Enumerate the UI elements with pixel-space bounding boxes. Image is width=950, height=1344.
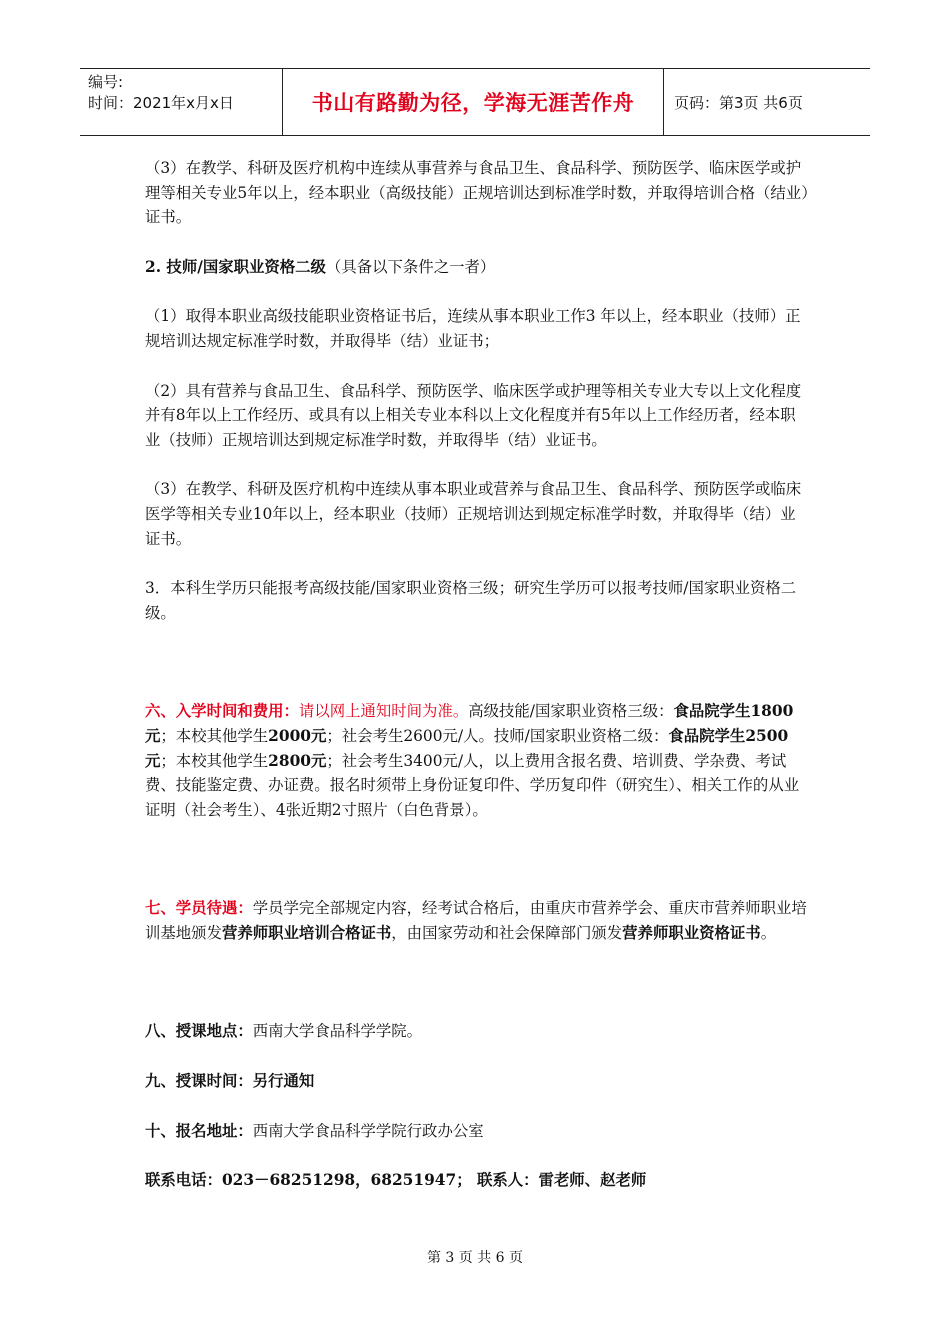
header-motto: 书山有路勤为径，学海无涯苦作舟 — [283, 69, 664, 135]
section-6-fees — [145, 699, 810, 822]
date-label: 时间：2021年x月x日 — [88, 94, 234, 112]
contact-info: 联系电话：023－68251298，68251947； 联系人：雷老师、赵老师 — [145, 1171, 647, 1190]
section-8-location — [145, 1019, 810, 1044]
section-7-text-1: 学员学完全部规定内容，经考试合格后，由重庆市营养学会、重庆市营养师职业培训基地颁发 — [145, 899, 807, 942]
section-7-cert-qualification: 营养师职业资格证书 — [622, 923, 761, 942]
level2-title: 2. 技师/国家职业资格二级 — [145, 257, 326, 276]
level2-item-3: （3）在教学、科研及医疗机构中连续从事本职业或营养与食品卫生、食品科学、预防医学或临床医学等相关专业10年以上，经本职业（技师）正规培训达到规定标准学时数，并取得毕（结）业证书。 — [145, 480, 802, 548]
section-6-notice: 请以网上通知时间为准。 — [298, 702, 469, 721]
section-9-time: 九、授课时间：另行通知 — [145, 1072, 315, 1091]
section-6-fee-school-level2: 2800元 — [268, 751, 327, 770]
section-6-title: 六、入学时间和费用： — [145, 702, 299, 721]
section-6-text-1: 高级技能/国家职业资格三级： — [468, 702, 674, 721]
page-footer: 第 3 页 共 6 页 — [426, 1250, 524, 1266]
level2-item-2: （2）具有营养与食品卫生、食品科学、预防医学、临床医学或护理等相关专业大专以上文化程度并有8年以上工作经历、或具有以上相关专业本科以上文化程度并有5年以上工作经历者，经本职业（技师）正规培训达到规定标准学时数，并取得毕（结）业证书。 — [145, 381, 802, 449]
section-7-text-2: ，由国家劳动和社会保障部门颁发 — [391, 923, 623, 942]
note-3: 3．本科生学历只能报考高级技能/国家职业资格三级；研究生学历可以报考技师/国家职业资格二级。 — [145, 579, 797, 622]
condition-3-item-3: （3）在教学、科研及医疗机构中连续从事营养与食品卫生、食品科学、预防医学、临床医学或护理等相关专业5年以上，经本职业（高级技能）正规培训达到标准学时数，并取得培训合格（结业）证书。 — [145, 159, 809, 227]
section-6-text-5: ；社会考生3400元/人，以上费用含报名费、培训费、学杂费、考试费、技能鉴定费、办证费。报名时须带上身份证复印件、学历复印件（研究生）、相关工作的从业证明（社会考生）、4张近期2寸照片（白色背景）。 — [145, 751, 800, 819]
section-8-text: 西南大学食品科学学院。 — [252, 1022, 423, 1041]
header-meta — [80, 69, 283, 135]
section-6-text-4: ；本校其他学生 — [160, 751, 269, 770]
level2-note: （具备以下条件之一者） — [325, 257, 496, 276]
section-10-address — [145, 1119, 810, 1144]
section-6-text-2: ；本校其他学生 — [160, 726, 269, 745]
page-header — [80, 68, 870, 136]
section-10-title: 十、报名地址： — [145, 1121, 253, 1140]
header-page-info: 页码：第3页 共6页 — [674, 93, 803, 112]
section-6-text-3: ；社会考生2600元/人。技师/国家职业资格二级： — [326, 726, 669, 745]
section-6-fee-school-level3: 2000元 — [268, 726, 327, 745]
number-label: 编号: — [88, 73, 124, 91]
section-7-text-3: 。 — [760, 923, 777, 942]
section-7-title: 七、学员待遇： — [145, 899, 253, 918]
section-10-text: 西南大学食品科学学院行政办公室 — [252, 1121, 484, 1140]
section-7-benefits — [145, 896, 810, 945]
section-6-fee-food-level2: 食品院学生2500元 — [145, 726, 789, 770]
level2-heading — [145, 255, 810, 280]
section-7-cert-training: 营养师职业培训合格证书 — [221, 923, 392, 942]
document-body — [145, 156, 810, 1193]
section-6-fee-food-level3: 食品院学生1800元 — [145, 702, 794, 745]
section-8-title: 八、授课地点： — [145, 1022, 253, 1041]
level2-item-1: （1）取得本职业高级技能职业资格证书后，连续从事本职业工作3 年以上，经本职业（技师）正规培训达规定标准学时数，并取得毕（结）业证书； — [145, 307, 801, 350]
